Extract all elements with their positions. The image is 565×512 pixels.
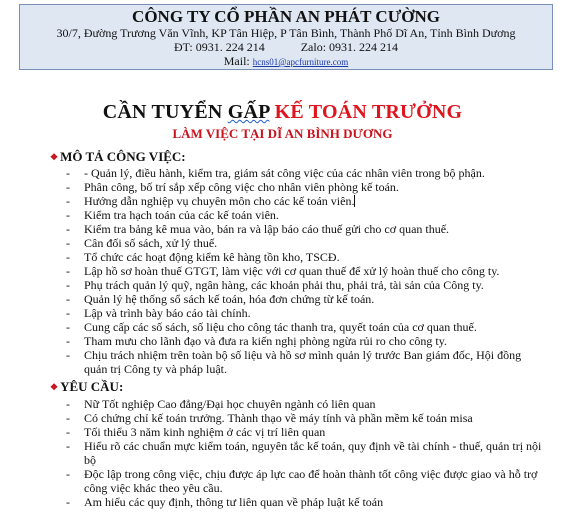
list-item: - Phụ trách quản lý quỹ, ngân hàng, các khoản phải thu, phải trả, tài sản của Công ty. [66,278,484,292]
list-item: - Am hiểu các quy định, thông tư liên quan về pháp luật kế toán [66,495,384,509]
text-cursor [354,195,355,207]
mail-label: Mail: [223,54,250,68]
page-title [0,101,565,124]
diamond-bullet-icon: ❖ [50,152,59,162]
requirements-list [0,397,544,509]
list-item: - Cân đối số sách, xử lý thuế. [66,236,218,250]
company-contacts [20,40,552,54]
list-item: - Hiểu rõ các chuẩn mực kiểm toán, nguyên tắc kế toán, quy định về tài chính - thuế, quản trị nội bộ [66,439,542,467]
page-subtitle: LÀM VIỆC TẠI DĨ AN BÌNH DƯƠNG [172,126,393,141]
company-address: 30/7, Đường Trương Văn Vĩnh, KP Tân Hiệp, P Tân Bình, Thành Phố Dĩ An, Tỉnh Bình Dương [56,26,516,40]
section-heading-text: MÔ TẢ CÔNG VIỆC: [60,149,186,164]
list-item: - Quản lý hệ thống sổ sách kế toán, hóa đơn chứng từ kế toán. [66,292,375,306]
list-item: - Tham mưu cho lãnh đạo và đưa ra kiến nghị phòng ngừa rủi ro cho công ty. [66,334,447,348]
section-duties-heading [50,149,186,165]
mail-link[interactable]: hcns01@apcfurniture.com [252,57,349,67]
list-item: - Tổ chức các hoạt động kiểm kê hàng tồn kho, TSCĐ. [66,250,340,264]
zalo-number: Zalo: 0931. 224 214 [300,40,399,54]
list-item: - Hướng dẫn nghiệp vụ chuyên môn cho các kế toán viên. [66,194,355,208]
company-name: CÔNG TY CỔ PHẦN AN PHÁT CƯỜNG [132,7,440,26]
list-item: - Phân công, bố trí sắp xếp công việc cho nhân viên phòng kế toán. [66,180,399,194]
section-requirements-heading [50,379,123,395]
company-header [19,4,553,70]
section-heading-text: YÊU CẦU: [60,379,124,394]
title-part-3: KẾ TOÁN TRƯỞNG [274,101,463,123]
list-item: - Lập hồ sơ hoàn thuế GTGT, làm việc với cơ quan thuế để xử lý hoàn thuế cho công ty. [66,264,500,278]
duties-list [0,166,544,376]
list-item: - Lập và trình bày báo cáo tài chính. [66,306,251,320]
list-item: - Độc lập trong công việc, chịu được áp lực cao để hoàn thành tốt công việc được giao và hỗ trợ công việc khác theo yêu cầu. [66,467,538,495]
title-part-1: CẦN TUYỂN [102,101,223,123]
list-item: - - Quản lý, điều hành, kiểm tra, giám sát công việc của các nhân viên trong bộ phận. [66,166,485,180]
list-item: - Có chứng chỉ kế toán trưởng. Thành thạo về máy tính và phần mềm kế toán misa [66,411,473,425]
list-item: - Kiểm tra hạch toán của các kế toán viên. [66,208,279,222]
phone-number: ĐT: 0931. 224 214 [173,40,265,54]
list-item: - Tối thiểu 3 năm kinh nghiệm ở các vị trí liên quan [66,425,326,439]
list-item: - Nữ Tốt nghiệp Cao đẳng/Đại học chuyên ngành có liên quan [66,397,376,411]
diamond-bullet-icon: ❖ [50,382,59,392]
company-mail [20,54,552,69]
title-part-2: GẤP [227,101,270,123]
list-item: - Cung cấp các số sách, số liệu cho công tác thanh tra, quyết toán của cơ quan thuế. [66,320,477,334]
list-item: - Chịu trách nhiệm trên toàn bộ số liệu và hồ sơ mình quản lý trước Ban giám đốc, Hội đồng quản trị Công ty và pháp luật. [66,348,522,376]
list-item: - Kiểm tra bảng kê mua vào, bán ra và lập báo cáo thuế gửi cho cơ quan thuế. [66,222,450,236]
